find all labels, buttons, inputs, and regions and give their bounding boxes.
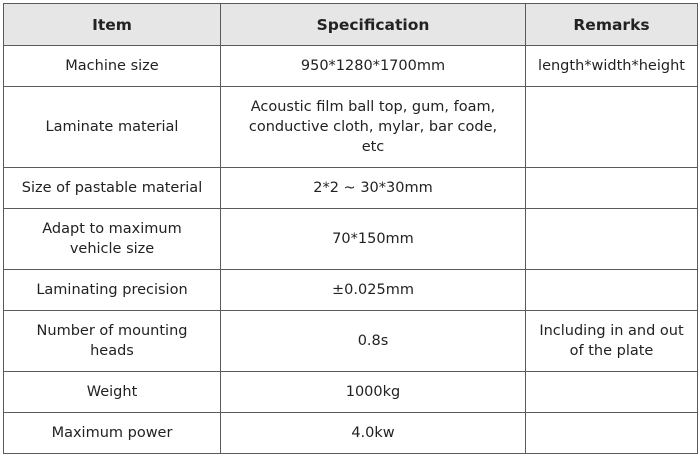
table-row (4, 46, 698, 87)
remarks-cell (526, 270, 698, 311)
remarks-cell: length*width*height (526, 46, 698, 87)
table-body (4, 46, 698, 454)
header-row (4, 4, 698, 46)
item-cell: Laminate material (4, 87, 221, 168)
header-specification: Specification (221, 4, 526, 46)
spec-cell: 1000kg (221, 372, 526, 413)
remarks-cell (526, 413, 698, 454)
item-cell: Laminating precision (4, 270, 221, 311)
remarks-cell (526, 168, 698, 209)
spec-cell: 70*150mm (221, 209, 526, 270)
item-cell: Maximum power (4, 413, 221, 454)
table-row (4, 168, 698, 209)
spec-cell: ±0.025mm (221, 270, 526, 311)
spec-cell: 2*2 ~ 30*30mm (221, 168, 526, 209)
header-item: Item (4, 4, 221, 46)
table-row (4, 270, 698, 311)
table-header (4, 4, 698, 46)
spec-table (3, 3, 698, 454)
table-row (4, 87, 698, 168)
spec-cell: 950*1280*1700mm (221, 46, 526, 87)
table-row (4, 413, 698, 454)
remarks-cell (526, 209, 698, 270)
spec-cell: Acoustic film ball top, gum, foam, conductive cloth, mylar, bar code, etc (221, 87, 526, 168)
remarks-cell: Including in and out of the plate (526, 311, 698, 372)
table-row (4, 372, 698, 413)
item-cell: Adapt to maximum vehicle size (4, 209, 221, 270)
item-cell: Number of mounting heads (4, 311, 221, 372)
item-cell: Machine size (4, 46, 221, 87)
item-cell: Size of pastable material (4, 168, 221, 209)
table-row (4, 311, 698, 372)
remarks-cell (526, 87, 698, 168)
remarks-cell (526, 372, 698, 413)
item-cell: Weight (4, 372, 221, 413)
table-row (4, 209, 698, 270)
header-remarks: Remarks (526, 4, 698, 46)
spec-cell: 0.8s (221, 311, 526, 372)
spec-cell: 4.0kw (221, 413, 526, 454)
